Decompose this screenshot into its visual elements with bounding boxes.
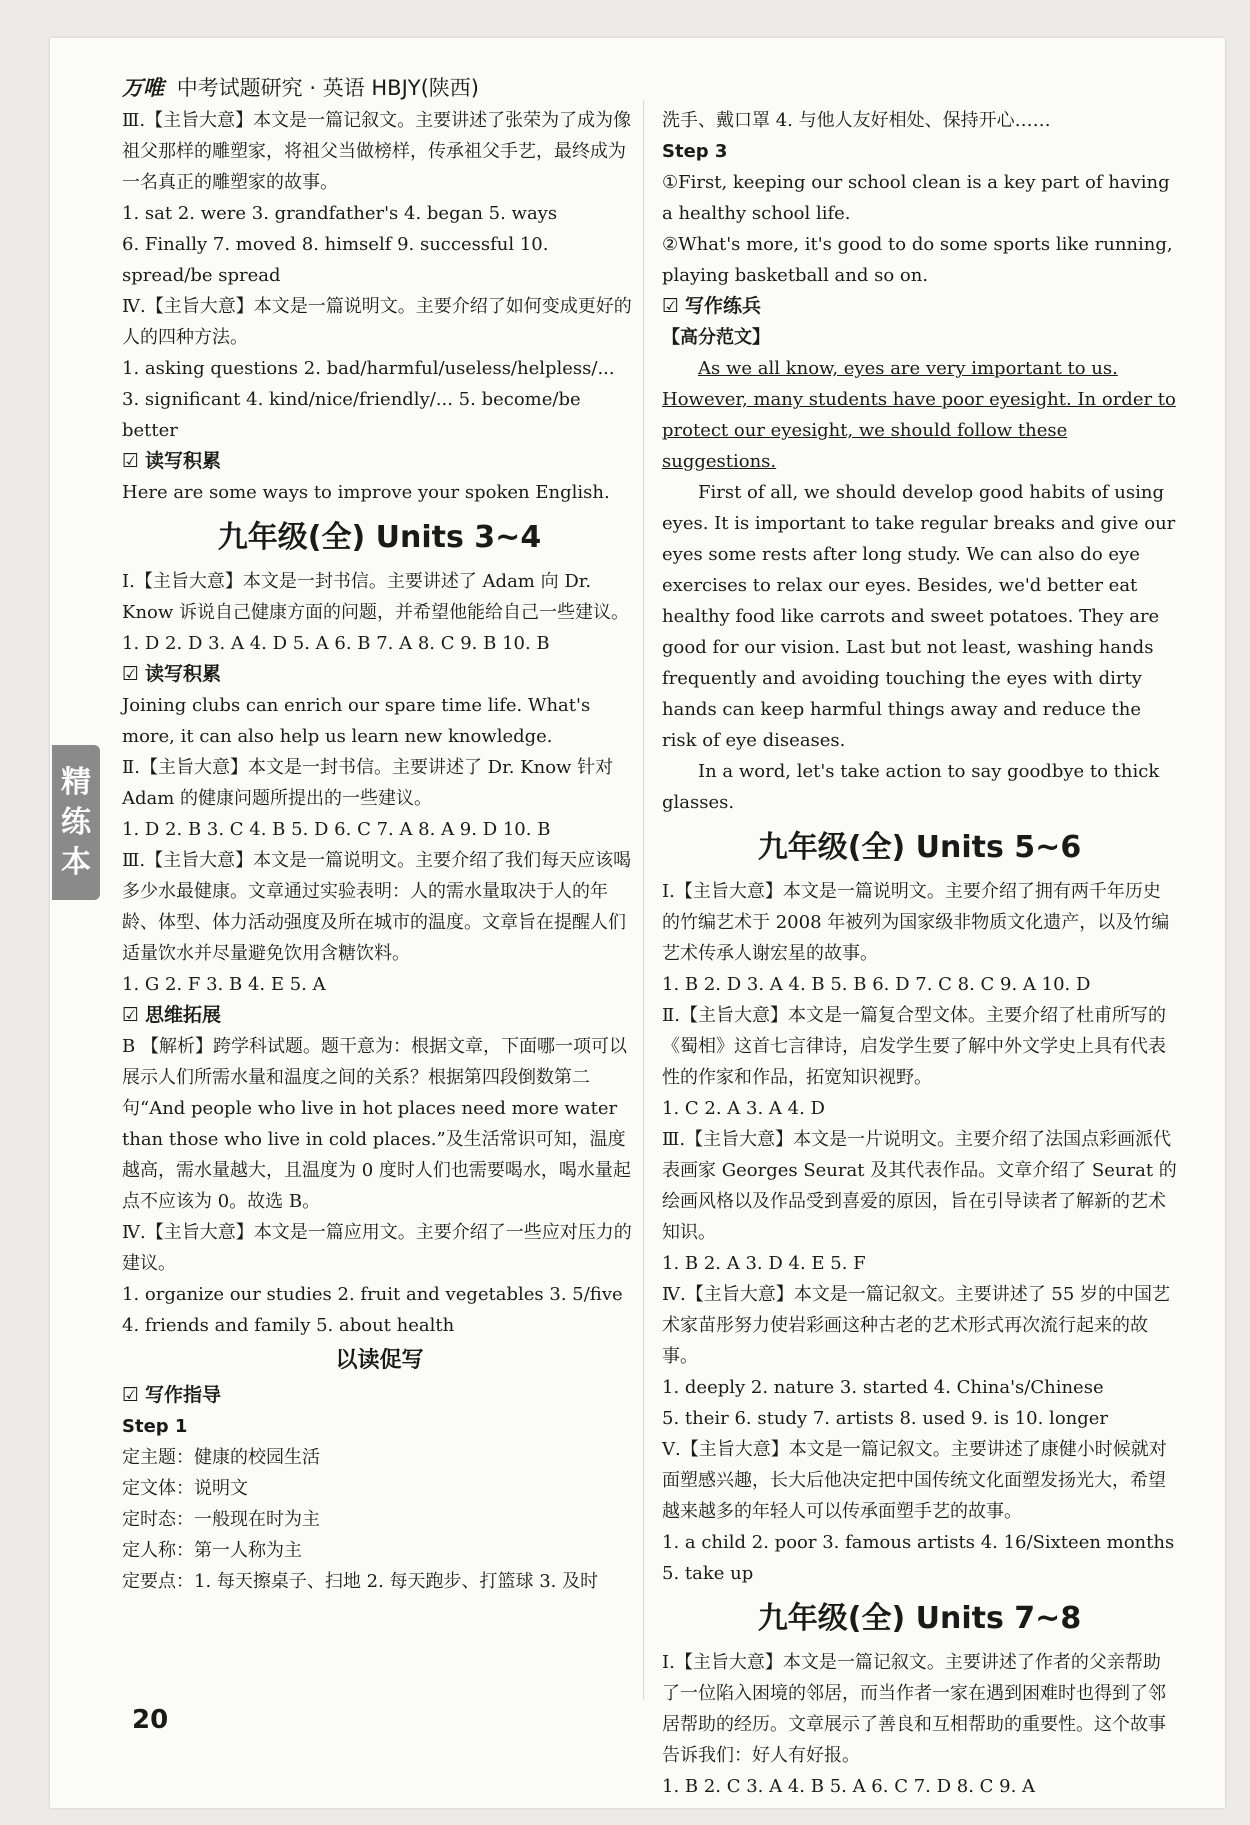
text-paragraph: Ⅱ.【主旨大意】本文是一封书信。主要讲述了 Dr. Know 针对 Adam 的健康问题所提出的一些建议。 (122, 757, 614, 809)
essay-paragraph: In a word, let's take action to say goodbye to thick glasses. (662, 761, 1160, 813)
unit-heading: 九年级(全) Units 3~4 (217, 520, 542, 555)
text-paragraph: Ⅳ.【主旨大意】本文是一篇应用文。主要介绍了一些应对压力的建议。 (122, 1222, 632, 1274)
text-paragraph: 洗手、戴口罩 4. 与他人友好相处、保持开心…… (662, 110, 1051, 131)
text-paragraph: ②What's more, it's good to do some sports like running, playing basketball and so on. (662, 234, 1173, 286)
side-tab-char: 练 (61, 804, 91, 840)
essay-paragraph: As we all know, eyes are very important to us. However, many students have poor eyesight. In order to protect our eyesight, we should follow these suggestions. (662, 358, 1176, 472)
text-paragraph: 1. asking questions 2. bad/harmful/useless/helpless/... (122, 358, 615, 379)
text-paragraph: Ⅳ.【主旨大意】本文是一篇记叙文。主要讲述了 55 岁的中国艺术家苗彤努力使岩彩画这种古老的艺术形式再次流行起来的故事。 (662, 1284, 1171, 1367)
text-paragraph: 1. B 2. C 3. A 4. B 5. A 6. C 7. D 8. C 9. A (662, 1776, 1036, 1797)
text-paragraph: 6. Finally 7. moved 8. himself 9. successful 10. spread/be spread (122, 234, 549, 286)
text-paragraph: 1. organize our studies 2. fruit and vegetables 3. 5/five (122, 1284, 623, 1305)
column-divider (643, 100, 644, 1700)
brand-logo: 万唯 (122, 76, 164, 100)
text-paragraph: 3. significant 4. kind/nice/friendly/... 5. become/be better (122, 389, 581, 441)
text-paragraph: 1. sat 2. were 3. grandfather's 4. began 5. ways (122, 203, 558, 224)
subsection-heading: ☑ 思维拓展 (122, 1000, 637, 1031)
text-paragraph: 5. their 6. study 7. artists 8. used 9. is 10. longer (662, 1408, 1109, 1429)
page-number: 20 (132, 1705, 169, 1735)
subsection-heading: ☑ 写作指导 (122, 1380, 637, 1411)
text-paragraph: 定时态：一般现在时为主 (122, 1509, 320, 1530)
text-paragraph: 1. C 2. A 3. A 4. D (662, 1098, 825, 1119)
step-label: Step 3 (662, 141, 728, 162)
text-paragraph: ①First, keeping our school clean is a key part of having a healthy school life. (662, 172, 1170, 224)
text-paragraph: Ⅰ.【主旨大意】本文是一篇记叙文。主要讲述了作者的父亲帮助了一位陷入困境的邻居，而当作者一家在遇到困难时也得到了邻居帮助的经历。文章展示了善良和互相帮助的重要性。这个故事告诉我们：好人有好报。 (662, 1652, 1166, 1766)
essay-paragraph: First of all, we should develop good habits of using eyes. It is important to take regular breaks and give our eyes some rests after long study. We can also do eye exercises to relax our eyes. Besides, we'd better eat healthy food like carrots and sweet potatoes. They are good for our vision. Last but not least, washing hands frequently and avoiding touching the eyes with dirty hands can keep harmful things away and reduce the risk of eye diseases. (662, 482, 1176, 751)
text-paragraph: 1. a child 2. poor 3. famous artists 4. 16/Sixteen months (662, 1532, 1175, 1553)
text-paragraph: 定要点：1. 每天擦桌子、扫地 2. 每天跑步、打篮球 3. 及时 (122, 1571, 599, 1592)
side-tab-char: 本 (61, 844, 91, 880)
text-paragraph: Ⅲ.【主旨大意】本文是一片说明文。主要介绍了法国点彩画派代表画家 Georges Seurat 及其代表作品。文章介绍了 Seurat 的绘画风格以及作品受到喜爱的原因，旨在引导读者了解新的艺术知识。 (662, 1129, 1177, 1243)
subsection-heading: ☑ 读写积累 (122, 659, 637, 690)
text-paragraph: 定文体：说明文 (122, 1478, 248, 1499)
text-paragraph: 1. deeply 2. nature 3. started 4. China's/Chinese (662, 1377, 1104, 1398)
text-paragraph: 1. G 2. F 3. B 4. E 5. A (122, 974, 326, 995)
left-column (122, 105, 637, 1597)
text-paragraph: Ⅳ.【主旨大意】本文是一篇说明文。主要介绍了如何变成更好的人的四种方法。 (122, 296, 632, 348)
text-paragraph: Ⅰ.【主旨大意】本文是一封书信。主要讲述了 Adam 向 Dr. Know 诉说自己健康方面的问题，并希望他能给自己一些建议。 (122, 571, 630, 623)
text-paragraph: Ⅱ.【主旨大意】本文是一篇复合型文体。主要介绍了杜甫所写的《蜀相》这首七言律诗，启发学生要了解中外文学史上具有代表性的作家和作品，拓宽知识视野。 (662, 1005, 1166, 1088)
text-paragraph: 定主题：健康的校园生活 (122, 1447, 320, 1468)
side-tab (52, 745, 100, 900)
page-header (122, 72, 479, 102)
text-paragraph: 定人称：第一人称为主 (122, 1540, 302, 1561)
text-paragraph: Ⅲ.【主旨大意】本文是一篇说明文。主要介绍了我们每天应该喝多少水最健康。文章通过实验表明：人的需水量取决于人的年龄、体型、体力活动强度及所在城市的温度。文章旨在提醒人们适量饮水并尽量避免饮用含糖饮料。 (122, 850, 632, 964)
unit-heading: 九年级(全) Units 5~6 (757, 830, 1082, 865)
text-paragraph: 5. take up (662, 1563, 754, 1584)
subsection-heading: ☑ 写作练兵 (662, 291, 1177, 322)
text-paragraph: Here are some ways to improve your spoken English. (122, 482, 610, 503)
side-tab-char: 精 (61, 764, 91, 800)
unit-heading: 九年级(全) Units 7~8 (757, 1601, 1082, 1636)
text-paragraph: Ⅴ.【主旨大意】本文是一篇记叙文。主要讲述了康健小时候就对面塑感兴趣，长大后他决定把中国传统文化面塑发扬光大，希望越来越多的年轻人可以传承面塑手艺的故事。 (662, 1439, 1167, 1522)
text-paragraph: 1. B 2. D 3. A 4. B 5. B 6. D 7. C 8. C 9. A 10. D (662, 974, 1091, 995)
text-paragraph: Ⅲ.【主旨大意】本文是一篇记叙文。主要讲述了张荣为了成为像祖父那样的雕塑家，将祖父当做榜样，传承祖父手艺，最终成为一名真正的雕塑家的故事。 (122, 110, 632, 193)
text-paragraph: 1. B 2. A 3. D 4. E 5. F (662, 1253, 866, 1274)
step-label: Step 1 (122, 1416, 188, 1437)
section-heading: 以读促写 (335, 1348, 424, 1373)
text-paragraph: Ⅰ.【主旨大意】本文是一篇说明文。主要介绍了拥有两千年历史的竹编艺术于 2008 年被列为国家级非物质文化遗产，以及竹编艺术传承人谢宏星的故事。 (662, 881, 1170, 964)
text-paragraph: 4. friends and family 5. about health (122, 1315, 455, 1336)
text-paragraph: 1. D 2. D 3. A 4. D 5. A 6. B 7. A 8. C 9. B 10. B (122, 633, 550, 654)
step-label: 【高分范文】 (662, 327, 770, 348)
header-title: 中考试题研究 · 英语 HBJY(陕西) (176, 76, 479, 100)
text-paragraph: Joining clubs can enrich our spare time life. What's more, it can also help us learn new knowledge. (122, 695, 591, 747)
subsection-heading: ☑ 读写积累 (122, 446, 637, 477)
right-column (662, 105, 1177, 1802)
text-paragraph: B 【解析】跨学科试题。题干意为：根据文章，下面哪一项可以展示人们所需水量和温度之间的关系？根据第四段倒数第二句“And people who live in hot places need more water than those who live in cold places.”及生活常识可知，温度越高，需水量越大，且温度为 0 度时人们也需要喝水，喝水量起点不应该为 0。故选 B。 (122, 1036, 631, 1212)
text-paragraph: 1. D 2. B 3. C 4. B 5. D 6. C 7. A 8. A 9. D 10. B (122, 819, 551, 840)
